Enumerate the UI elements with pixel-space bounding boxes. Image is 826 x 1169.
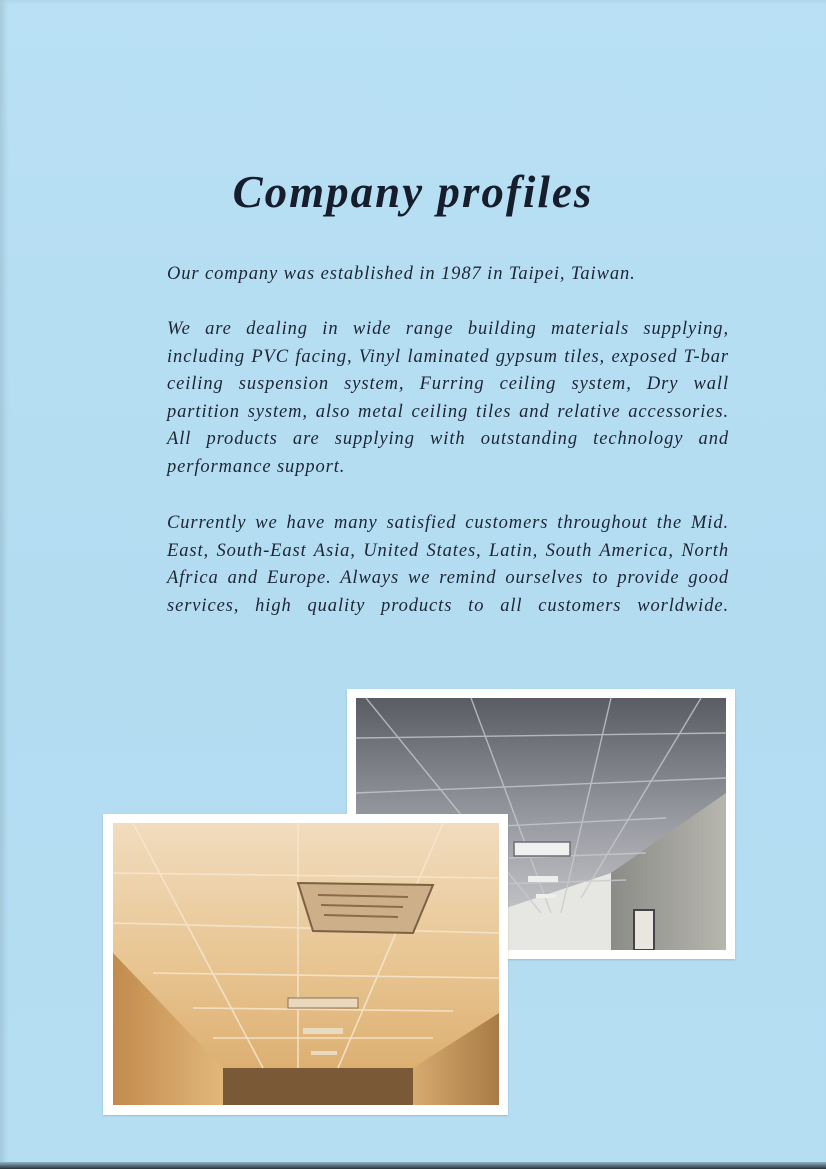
paragraph-customers: Currently we have many satisfied customers throughout the Mid. East, South-East Asia, United States, Latin, South America, North Africa and Europe. Always we remind ourselves to provide good services, high quality products to all customers worldwide. [167, 513, 729, 616]
paragraph-products: We are dealing in wide range building materials supplying, including PVC facing, Vinyl laminated gypsum tiles, exposed T-bar ceiling suspension system, Furring ceiling system, Dry wall partition system, also metal ceiling tiles and relative accessories. All products are supplying with outstanding technology and performance support. [167, 319, 729, 477]
paragraph-established: Our company was established in 1987 in Taipei, Taiwan. [167, 264, 636, 284]
ceiling-photo-warm [103, 814, 508, 1115]
warm-ceiling-image [113, 823, 499, 1105]
page-bottom-edge [0, 1162, 826, 1169]
page-title: Company profiles [232, 167, 594, 217]
